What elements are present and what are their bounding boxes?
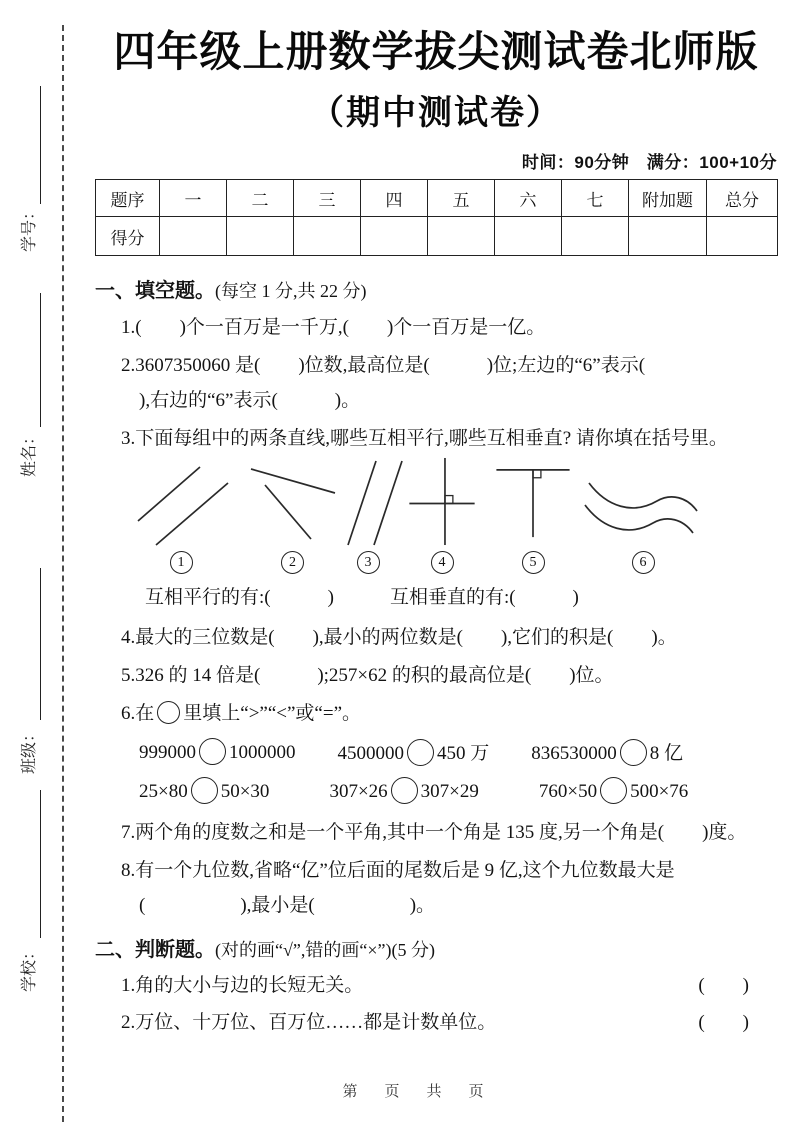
comparison-left: 4500000 [337,743,404,765]
blank-circle-icon [199,738,226,765]
figure-6-label: 6 [632,551,655,574]
comparison-left: 836530000 [531,743,617,765]
blank-circle-icon [191,777,218,804]
figure-6-drawing [583,473,703,547]
name-label: 姓名： [21,429,38,478]
perpendicular-answer: 互相垂直的有:( ) [389,587,579,609]
header-cell: 六 [495,180,562,217]
question-6-prefix: 6.在 [121,703,155,725]
test-paper-content [95,0,777,1100]
score-cell [495,217,562,256]
score-cell [160,217,227,256]
comparison-row-2 [95,779,777,806]
class-label: 班级： [21,726,38,775]
comparison-row-1 [95,738,777,768]
judgement-1-text: 1.角的大小与边的长短无关。 [121,975,364,997]
section2-heading-title: 二、判断题。 [95,939,215,962]
comparison-left: 999000 [139,741,196,763]
question-3-figures [95,456,777,574]
score-cell [361,217,428,256]
student-id-label: 学号： [21,204,38,253]
figure-4-drawing [407,456,477,547]
question-6 [95,701,777,727]
header-cell: 总分 [707,180,778,217]
class-write-line [40,568,41,720]
time-score-info: 时间：90分钟 满分：100+10分 [521,153,777,173]
comparison-item [531,738,683,768]
section1-heading-title: 一、填空题。 [95,280,215,303]
figure-4-perpendicular-cross [407,456,477,574]
judgement-1 [95,973,777,999]
header-cell: 一 [160,180,227,217]
comparison-right: 8 亿 [649,743,684,765]
comparison-right: 450 万 [437,743,490,765]
blank-circle-icon [157,701,180,724]
page-title: 四年级上册数学拔尖测试卷北师版 [113,28,759,75]
comparison-right: 500×76 [630,781,689,803]
figure-2-label: 2 [281,551,304,574]
figure-2-drawing [247,459,339,547]
question-3-answer-line [95,582,777,609]
blank-circle-icon [407,739,434,766]
school-label: 学校： [21,944,38,993]
comparison-right: 1000000 [229,741,296,763]
comparison-item [329,779,478,806]
header-cell: 题序 [96,180,160,217]
header-cell: 四 [361,180,428,217]
margin-dashed-line [62,25,64,1122]
score-table-score-row [96,217,778,256]
score-cell [707,217,778,256]
score-cell [629,217,707,256]
figure-3-parallel-steep-lines [332,456,404,574]
figure-4-label: 4 [431,551,454,574]
score-cell [294,217,361,256]
school-write-line [40,790,41,938]
name-write-line [40,293,41,427]
section2-heading-note: (对的画“√”,错的画“×”)(5 分) [215,940,435,961]
comparison-item [539,779,688,806]
comparison-item [139,779,269,806]
question-2-line1: 2.3607350060 是( )位数,最高位是( )位;左边的“6”表示( [121,355,646,377]
comparison-item [139,740,296,767]
score-table-header-row [96,180,778,217]
header-cell: 七 [562,180,629,217]
header-cell: 附加题 [629,180,707,217]
comparison-item [338,738,490,768]
section1-heading-note: (每空 1 分,共 22 分) [215,281,367,302]
score-table [95,179,778,256]
header-cell: 三 [294,180,361,217]
question-2-line2: ),右边的“6”表示( )。 [139,390,361,412]
question-7: 7.两个角的度数之和是一个平角,其中一个角是 135 度,另一个角是( )度。 [121,822,747,844]
figure-1-label: 1 [170,551,193,574]
score-row-label: 得分 [96,217,160,256]
comparison-left: 307×26 [329,781,388,803]
figure-1-parallel-slanted-lines [125,456,237,574]
judgement-2 [95,1010,777,1036]
figure-3-drawing [332,459,404,547]
score-cell [562,217,629,256]
figure-5-perpendicular-t [493,456,573,574]
page-subtitle: （期中测试卷） [310,94,562,133]
parallel-answer: 互相平行的有:( ) [145,587,334,609]
figure-5-label: 5 [522,551,545,574]
figure-2-angled-lines [245,456,340,574]
judgement-2-text: 2.万位、十万位、百万位……都是计数单位。 [121,1012,497,1034]
comparison-left: 760×50 [538,781,598,803]
section1-heading [95,274,777,303]
question-6-suffix: 里填上“>”“<”或“=”。 [183,703,362,725]
score-cell [428,217,495,256]
comparison-right: 307×29 [420,781,479,803]
question-1: 1.( )个一百万是一千万,( )个一百万是一亿。 [121,317,546,339]
question-5: 5.326 的 14 倍是( );257×62 的积的最高位是( )位。 [121,665,614,687]
comparison-right: 50×30 [220,781,270,803]
blank-circle-icon [391,777,418,804]
comparison-left: 25×80 [139,781,188,803]
question-4: 4.最大的三位数是( ),最小的两位数是( ),它们的积是( )。 [121,627,677,649]
figure-1-drawing [126,459,236,547]
question-3: 3.下面每组中的两条直线,哪些互相平行,哪些互相垂直? 请你填在括号里。 [121,428,728,450]
judgement-1-blank: ( ) [698,975,749,997]
header-cell: 五 [428,180,495,217]
question-8-line1: 8.有一个九位数,省略“亿”位后面的尾数后是 9 亿,这个九位数最大是 [121,860,675,882]
figure-6-wavy-curves [582,456,704,574]
header-cell: 二 [227,180,294,217]
page-footer: 第 页 共 页 [342,1084,490,1100]
figure-5-drawing [494,456,572,547]
section2-heading [95,933,777,962]
judgement-2-blank: ( ) [698,1012,749,1034]
blank-circle-icon [620,739,647,766]
question-8-line2: ( ),最小是( )。 [139,895,436,917]
score-cell [227,217,294,256]
blank-circle-icon [600,777,627,804]
figure-3-label: 3 [357,551,380,574]
